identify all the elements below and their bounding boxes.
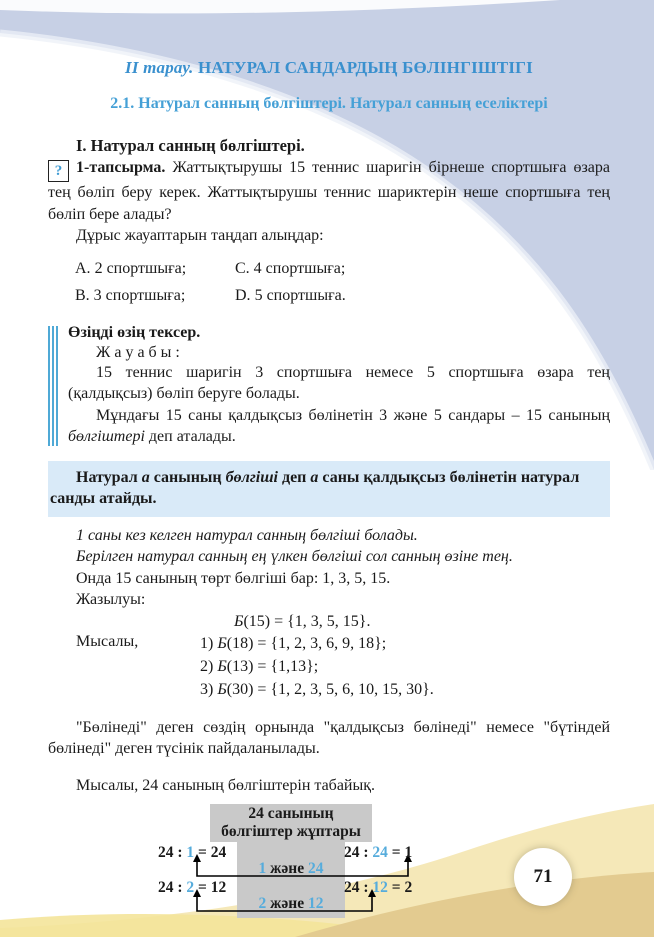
- examples-block: [48, 633, 610, 702]
- example-1: 1) Б(18) = {1, 2, 3, 6, 9, 18};: [200, 634, 387, 652]
- definition-box: Натурал а санының бөлгіші деп а саны қалдықсыз бөлінетін натурал санды атайды.: [48, 461, 610, 517]
- pair-1-and-24: 1 және 24: [258, 860, 324, 877]
- self-check-title: Өзіңді өзің тексер.: [68, 323, 201, 341]
- task-text: Жаттықтырушы 15 теннис шаригін бірнеше спортшыға өзара тең бөліп беру керек. Жаттықтырушы теннис шариктерін неше спортшыға тең бөліп бере алады?: [48, 159, 610, 223]
- chapter-number: II тарау.: [125, 58, 194, 77]
- formula-b15: Б(15) = {1, 3, 5, 15}.: [234, 612, 371, 630]
- self-check-block: [48, 324, 610, 448]
- note-italic-1: 1 саны кез келген натурал санның бөлгіші болады.: [76, 526, 418, 544]
- example-3: 3) Б(30) = {1, 2, 3, 5, 6, 10, 15, 30}.: [200, 680, 434, 698]
- examples-label: Мысалы,: [76, 632, 139, 650]
- example24-paragraph: Мысалы, 24 санының бөлгіштерін табайық.: [76, 776, 376, 794]
- page-number: 71: [533, 866, 553, 887]
- self-check-paragraph-1: 15 теннис шаригін 3 спортшыға немесе 5 спортшыға өзара тең (қалдықсыз) бөліп беруге болады.: [68, 363, 610, 402]
- answer-option-c: C. 4 спортшыға;: [235, 259, 346, 277]
- equation-24-div-12: 24 : 12 = 2: [344, 879, 413, 896]
- chapter-title: [48, 58, 610, 78]
- question-icon: ?: [48, 160, 69, 182]
- page-number-badge: [514, 848, 572, 906]
- answer-option-a: A. 2 спортшыға;: [75, 259, 187, 277]
- notes-block: [48, 525, 610, 611]
- equation-24-div-2: 24 : 2 = 12: [158, 879, 227, 896]
- equation-24-div-24: 24 : 24 = 1: [344, 844, 413, 861]
- pair-2-and-12: 2 және 12: [258, 895, 324, 912]
- self-check-answer-label: Ж а у а б ы :: [96, 343, 180, 361]
- note-italic-2: Берілген натурал санның ең үлкен бөлгіші сол санның өзіне тең.: [76, 548, 513, 565]
- answer-options: [75, 260, 610, 305]
- examples-list: [200, 633, 434, 702]
- self-check-paragraph-2: Мұндағы 15 саны қалдықсыз бөлінетін 3 және 5 сандары – 15 санының бөлгіштері деп аталады.: [68, 406, 610, 445]
- note-plain: Онда 15 санының төрт бөлгіші бар: 1, 3, 5, 15.: [76, 569, 391, 587]
- remark-paragraph: "Бөлінеді" деген сөздің орнында "қалдықсыз бөлінеді" немесе "бүтіндей бөлінеді" деген түсінік пайдаланылады.: [48, 718, 610, 757]
- chapter-name: НАТУРАЛ САНДАРДЫҢ БӨЛІНГІШТІГІ: [193, 58, 533, 77]
- choose-prompt: Дұрыс жауаптарын таңдап алыңдар:: [76, 227, 324, 244]
- answer-option-b: B. 3 спортшыға;: [75, 286, 186, 304]
- equation-24-div-1: 24 : 1 = 24: [158, 844, 227, 861]
- task-paragraph: [48, 157, 610, 225]
- diagram-header: 24 санының бөлгіштер жұптары: [210, 804, 372, 842]
- answer-option-d: D. 5 спортшыға.: [235, 286, 346, 304]
- subsection-title: I. Натурал санның бөлгіштері.: [76, 136, 305, 155]
- task-label: 1-тапсырма.: [76, 159, 166, 176]
- section-title: 2.1. Натурал санның бөлгіштері. Натурал санның еселіктері: [110, 95, 548, 112]
- example-2: 2) Б(13) = {1,13};: [200, 657, 319, 675]
- notation-label: Жазылуы:: [76, 591, 146, 608]
